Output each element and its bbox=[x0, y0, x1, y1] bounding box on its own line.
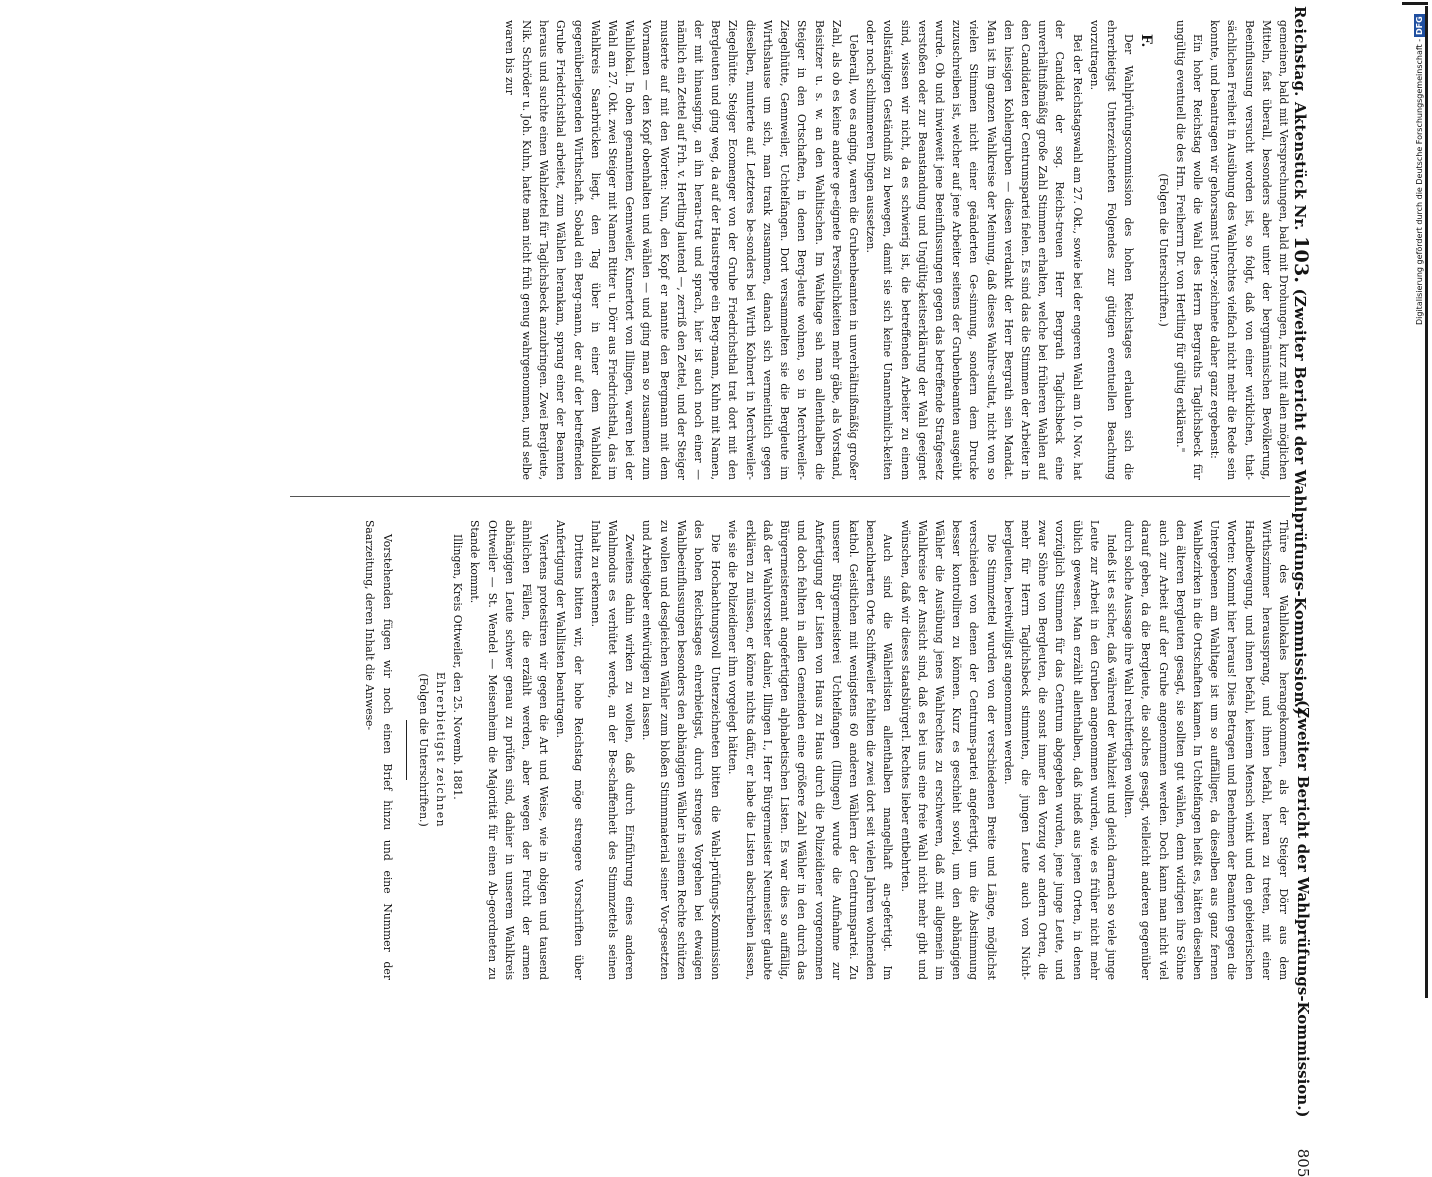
page-number: 805 bbox=[1294, 1148, 1312, 1177]
document-number: 103. bbox=[1290, 236, 1312, 284]
running-header-left bbox=[1290, 6, 1312, 716]
separator-rule bbox=[406, 720, 407, 780]
paragraph: gemeinen, bald mit Versprechungen, bald mit Drohungen, kurz mit allen möglichen Mitteln, fast überall, besonders aber unter der bergmännischen Bevölkerung, Beeinflussung versucht worden ist, so folgt, daß von einer wirklichen, that-sächlichen Freiheit in Ausübung des Wahlrechtes vielfach nicht mehr die Rede sein konnte, und beantragen wir gehorsamst Unter-zeichnete daher ganz ergebenst: bbox=[1208, 20, 1290, 480]
signature-note: (Folgen die Unterschriften.) bbox=[416, 673, 430, 827]
signature-note: (Folgen die Unterschriften.) bbox=[1156, 173, 1170, 327]
paragraph: Der Wahlprüfungscommission des hohen Reichstages erlauben sich die ehrerbietigst Unterzeichneten Folgendes zur gütigen eventuellen Beachtung vorzutragen. bbox=[1087, 20, 1136, 480]
paragraph: Die Stimmzettel wurden von der verschiedenen Breite und Länge, möglichst verschieden von denen der Centrums-partei angefertigt, um die Abstimmung besser kontrolliren zu können. Kurz es geschieht soviel, um den abhängigen Wähler die Ausübung jenes Wahlrechtes zu erschweren, daß mit allgemein im Wahlkreise der Ansicht sind, daß es bei uns eine freie Wahl nicht mehr gibt und wünschen, daß wir dieses staatsbürgerl. Rechtes lieber entbehrten. bbox=[898, 520, 998, 980]
section-heading: F. bbox=[1138, 34, 1155, 48]
right-text-column bbox=[162, 520, 1292, 980]
place-date-line: Illingen, Kreis Ottweiler, den 25. Novemb. 1881. bbox=[451, 534, 465, 800]
paragraph: Bei der Reichstagswahl am 27. Okt., sowie bei der engeren Wahl am 10. Nov. hat der Candidat der sog. Reichs-treuen Herr Bergrath Taglichsbeck eine unverhältnißmäßig große Zahl Stimmen erhalten, welche bei früheren Wahlen auf den Candidaten der Centrumspartei fielen. Es sind das die Stimmen der Arbeiter in den hiesigen Kohlengruben — diesen verdankt der Herr Bergrath sein Mandat. Man ist im ganzen Wahlkreise der Meinung, daß dieses Wahlre-sultat, nicht von so vielen Stimmen nicht einer geänderten Ge-sinnung, sondern dem Drucke zuzuschreiben ist, welcher auf jene Arbeiter seitens der Grubenbeamten ausgeübt wurde. Ob und inwieweit jene Beeinflussungen gegen das betreffende Strafgesetz verstoßen oder zur Beanstandung und Ungültig-keitserklärung der Wahl geeignet sind, wissen wir nicht, da es schwierig ist, die betreffenden Arbeiter zu einem vollständigen Geständniß zu bewegen, damit sie sich keine Unannehmlich-keiten oder noch schlimmeren Dingen aussetzen. bbox=[864, 20, 1084, 480]
paragraph: Drittens bitten wir, der hohe Reichstag möge strengere Vorschriften über Anfertigung der Wahllisten beantragen. bbox=[554, 520, 585, 980]
column-divider bbox=[290, 496, 1290, 497]
paragraph: Indeß ist es sicher, daß während der Wahlzeit und gleich darnach so viele junge Leute zur Arbeit in den Gruben angenommen wurden, wie es früher nicht mehr üblich gewesen. Man erzählt allenthalben, daß indeß aus jenen Orten, in denen vorzüglich Stimmen für das Centrum abgegeben wurden, jene junge Leute, und zwar Söhne von Bergleuten, die sonst immer den Vorzug vor andern Orten, die mehr für Herrn Taglichsbeck stimmten, die jungen Leute auch von Nicht-bergleuten, bereitwilligst angenommen werden. bbox=[1001, 520, 1118, 980]
paragraph: Vorstehenden fügen wir noch einen Brief hinzu und eine Nummer der Saarzeitung, deren Inhalt die Anwese- bbox=[363, 520, 394, 980]
running-header-right bbox=[1294, 700, 1312, 1177]
closing-line: Ehrerbietigst zeichnen bbox=[434, 672, 448, 828]
binding-edge-hook bbox=[1402, 2, 1428, 5]
scan-area bbox=[7, 0, 1432, 1177]
paragraph: Ein hoher Reichstag wolle die Wahl des Herrn Bergraths Taglichsbeck für ungültig eventuell die des Hrn. Freiherrn Dr. von Hertling für gültig erklären." bbox=[1173, 20, 1204, 480]
paragraph: Auch sind die Wählerlisten allenthalben mangelhaft an-gefertigt. Im benachbarten Orte Schiffweiler fehlten die zwei dort seit vielen Jahren wohnenden kathol. Geistlichen mit wenigstens 60 anderen Wählern der Centrumspartei. Zu unserer Bürgermeisterei Uchtelfangen (Illingen) wurde die Aufnahme zur Anfertigung der Listen von Haus zu Haus durch die Polizeidiener vorgenommen und doch fehlten in allen Gemeinden eine größere Zahl Wähler in den durch das Bürgermeisteramt angefertigten alphabetischen Listen. Es war dies so auffällig, daß der Wahlvorsteher dahier, Illingen I., Herr Bürgermeister Neumeister glaubte erklären zu müssen, er könne nichts dafür, er habe die Listen abschreiben lassen, wie sie die Polizeidiener ihm vorgelegt hätten. bbox=[726, 520, 895, 980]
paragraph: Thüre des Wahllokales herangekommen, als der Steiger Dörr aus dem Wirthszimmer heraussprang, und ihnen befahl, heran zu treten, mit einer Handbewegung, und ihnen befahl, keinem Mensch winkt und den gebieterischen Worten: Kommt hier heraus! Dies Betragen und Benehmen der Beamten gegen die Untergebenen am Wahltage ist um so auffälliger, da dieselben aus ganz fernen Wahlbezirken in die Ortschaften kamen. In Uchtelfangen heißt es, hätten dieselben den älteren Bergleuten gesagt, sie sollten gut wählen, denn widrigen ihre Söhne auch zur Arbeit auf der Grube angenommen werden. Doch kann man nicht viel darauf geben, da die Bergleute, die solches gesagt, vielleicht anderen gegenüber durch solche Aussage ihre Wahl rechtfertigen wollten. bbox=[1122, 520, 1290, 980]
header-right-title: (Zweiter Bericht der Wahlprüfungs-Kommission.) bbox=[1294, 700, 1312, 1118]
paragraph: Viertens protestiren wir gegen die Art und Weise, wie in obigen und tausend ähnlichen Fällen, die erzählt werden, aber wegen der Furcht der armen abhängigen Leute schwer genau zu prüfen sind, dahier in unserem Wahlkreis Ottweiler — St. Wendel — Meisenheim die Majorität für einen Ab-geordneten zu Stande kommt. bbox=[468, 520, 551, 980]
paragraph: Zweitens dahin wirken zu wollen, daß durch Einführung eines anderen Wahlmodus es verhütet werde, an der Be-schaffenheit des Stimmzettels seinen Inhalt zu erkennen. bbox=[588, 520, 637, 980]
digitization-credit-text: Digitalisierung gefördert durch die Deutsche Forschungsgemeinschaft - bbox=[1415, 39, 1424, 326]
paragraph: Die Hochachtungsvoll Unterzeichneten bitten die Wahl-prüfungs-Kommission des hohen Reichstages ehrerbietigst, durch strenges Vorgehen bei etwaigen Wahlbeeinflussungen besonders den abhängigen Wähler in seinem Rechte schützen zu wollen und desgleichen Wähler zum bloßen Stimmmaterial seiner Vor-gesetzten und Arbeitgeber entwürdigen zu lassen. bbox=[640, 520, 723, 980]
header-left-prefix: Reichstag. Aktenstück Nr. bbox=[1291, 6, 1309, 231]
left-text-column bbox=[162, 20, 1292, 480]
digitization-credit bbox=[1414, 10, 1428, 990]
dfg-logo: DFG bbox=[1415, 16, 1424, 35]
header-left-title: (Zweiter Bericht der Wahlprüfungs-Kommission.) bbox=[1291, 288, 1309, 716]
paragraph: Ueberall, wo es anging, waren die Grubenbeamten in unverhältnißmäßig großer Zahl, als ob es keine andere ge-eignete Persönlichkeiten mehr gäbe, als Vorstand, Beisitzer u. s. w. an den Wahltischen. Im Wahltage sah man allenthalben die Steiger in den Ortschaften, in denen Berg-leute wohnen, so in Merchweiler-Ziegelhütte, Gennweiler, Uchtelfangen. Dort versammelten sie die Bergleute im Wirthshause um sich, man trank zusammen, danach sich vermeintlich gegen dieselben, munterte auf. Letzteres be-sonders bei Wirth Kohnert in Merchweiler-Ziegelhütte. Steiger Ecomenger von der Grube Friedrichsthal trat dort mit den Bergleuten und ging weg, da auf der Haustreppe ein Berg-mann, Kuhn mit Namen, der mit hinausging, an ihn heran-trat und sprach, hier ist auch noch einer — nämlich ein Zettel auf Frh. v. Hertling lautend —, zerriß den Zettel, und der Steiger musterte auf mit den Worten: Nun, den Kopf er nannte den Bergmann mit dem Vornamen — den Kopf obenhalten und wählen — und ging man so zusammen zum Wahllokal. In oben genanntem Gennweiler, Kunertort von Illingen, waren bei der Wahl am 27. Okt. zwei Steiger mit Namen Ritter u. Dörr aus Friedrichsthal, das im Wahlkreis Saarbrücken liegt, den Tag über in einer dem Wahllokal gegenüberliegenden Wirthschaft. Sobald ein Berg-mann, der auf der betreffenden Grube Friedrichsthal arbeitet, zum Wählen herankam, sprang einer der Beamten heraus und suchte einen Wahlzettel für Taglichsbeck anzubringen. Zwei Bergleute, Nik. Schröder u. Joh. Kuhn, hatte man nicht früh genug wahrgenommen, und selbe waren bis zur bbox=[502, 20, 860, 480]
